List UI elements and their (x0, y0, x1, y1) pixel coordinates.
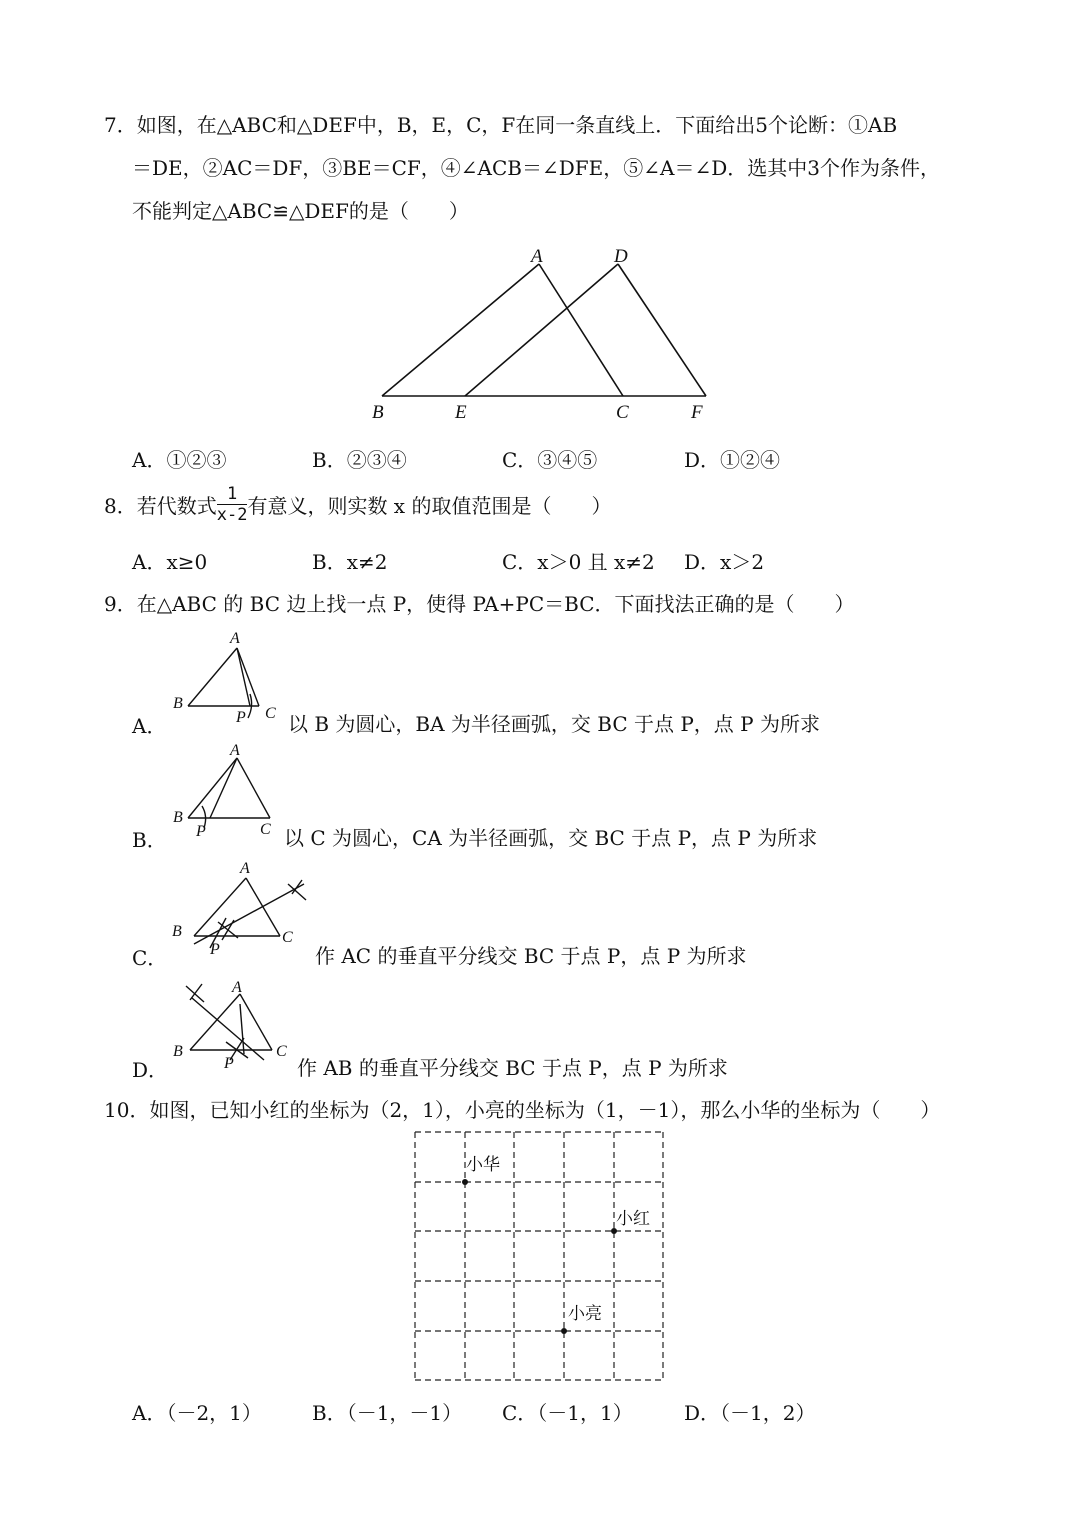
q9c-label-b: B (172, 923, 182, 940)
q9-option-d-letter: D． (132, 1058, 169, 1082)
q9b-label-a: A (230, 742, 240, 759)
q10-stem-line (104, 1094, 940, 1123)
label-xiaoliang: 小亮 (568, 1304, 602, 1324)
q8-option-a: A．x≥0 (132, 550, 208, 574)
q10-option-d: D．（－1，2） (684, 1401, 816, 1425)
q7-line1 (104, 104, 897, 146)
q8-number: 8． (104, 494, 137, 518)
q8-stem (104, 484, 611, 534)
q9d-label-b: B (173, 1043, 183, 1060)
q7-label-a: A (531, 246, 543, 267)
q7-stem-line2: ＝DE，②AC＝DF，③BE＝CF，④∠ACB＝∠DFE，⑤∠A＝∠D．选其中3个作为条件， (132, 156, 940, 180)
point-xiaohua (462, 1179, 468, 1185)
q9c-label-a: A (240, 860, 250, 877)
q7-label-e: E (455, 402, 467, 423)
q8-option-c: C．x＞0 且 x≠2 (502, 550, 655, 574)
q9-figure-b (168, 740, 286, 840)
q9-number: 9． (104, 592, 137, 616)
q10-option-c: C．（－1，1） (502, 1401, 633, 1425)
q9a-label-a: A (230, 630, 240, 647)
q7-stem-line1: 如图，在△ABC和△DEF中，B，E，C，F在同一条直线上．下面给出5个论断：①AB (136, 113, 898, 137)
q9-figure-d (168, 974, 296, 1074)
q9d-label-p: P (224, 1055, 234, 1072)
q7-figure (360, 240, 730, 430)
q10-option-b: B．（－1，－1） (312, 1401, 463, 1425)
q9-figure-a (168, 626, 286, 726)
q8-option-d: D．x＞2 (684, 550, 765, 574)
label-xiaohong: 小红 (616, 1209, 650, 1229)
q7-option-d: D．①②④ (684, 448, 781, 472)
q9a-label-b: B (173, 695, 183, 712)
q7-stem-line3: 不能判定△ABC≌△DEF的是（ ） (132, 199, 469, 223)
q7-label-f: F (691, 402, 703, 423)
q8-option-b: B．x≠2 (312, 550, 388, 574)
q8-stem-after: 有意义，则实数 x 的取值范围是（ ） (247, 494, 612, 518)
q9a-label-p: P (236, 709, 246, 726)
q9-option-c-letter: C． (132, 946, 168, 970)
q9c-label-p: P (210, 941, 220, 958)
q9d-label-a: A (232, 979, 242, 996)
q9-figure-c (168, 856, 318, 960)
q9-option-b-text: 以 C 为圆心，CA 为半径画弧，交 BC 于点 P，点 P 为所求 (284, 826, 818, 850)
q9b-label-p: P (196, 823, 206, 840)
q10-stem: 如图，已知小红的坐标为（2，1），小亮的坐标为（1，－1），那么小华的坐标为（ ） (149, 1098, 941, 1122)
q7-option-a: A．①②③ (132, 448, 227, 472)
q8-fraction-numerator: 1 (217, 484, 248, 505)
q7-number: 7． (104, 113, 137, 137)
q9c-label-c: C (282, 929, 293, 946)
q9b-label-b: B (173, 809, 183, 826)
q9d-label-c: C (276, 1043, 287, 1060)
q9-option-b-letter: B． (132, 828, 167, 852)
q9-option-a-text: 以 B 为圆心，BA 为半径画弧，交 BC 于点 P，点 P 为所求 (288, 712, 820, 736)
q7-option-c: C．③④⑤ (502, 448, 598, 472)
q8-fraction-denominator: x-2 (216, 505, 248, 525)
q9b-label-c: C (260, 821, 271, 838)
q10-number: 10． (104, 1098, 150, 1122)
q7-label-c: C (616, 402, 629, 423)
q10-option-a: A．（－2，1） (132, 1401, 262, 1425)
label-xiaohua: 小华 (466, 1155, 500, 1175)
q9-option-a-letter: A． (132, 714, 167, 738)
q8-stem-before: 若代数式 (136, 494, 217, 518)
q7-label-d: D (614, 246, 628, 267)
q9a-label-c: C (265, 705, 276, 722)
point-xiaoliang (561, 1328, 567, 1334)
q9-option-d-text: 作 AB 的垂直平分线交 BC 于点 P，点 P 为所求 (297, 1056, 728, 1080)
q7-label-b: B (372, 402, 384, 423)
q9-stem-line (104, 588, 855, 617)
q7-option-b: B．②③④ (312, 448, 407, 472)
q9-stem: 在△ABC 的 BC 边上找一点 P，使得 PA+PC＝BC．下面找法正确的是（ ） (136, 592, 855, 616)
q8-fraction (217, 484, 248, 525)
q10-grid-figure (410, 1126, 670, 1388)
q9-option-c-text: 作 AC 的垂直平分线交 BC 于点 P，点 P 为所求 (315, 944, 747, 968)
